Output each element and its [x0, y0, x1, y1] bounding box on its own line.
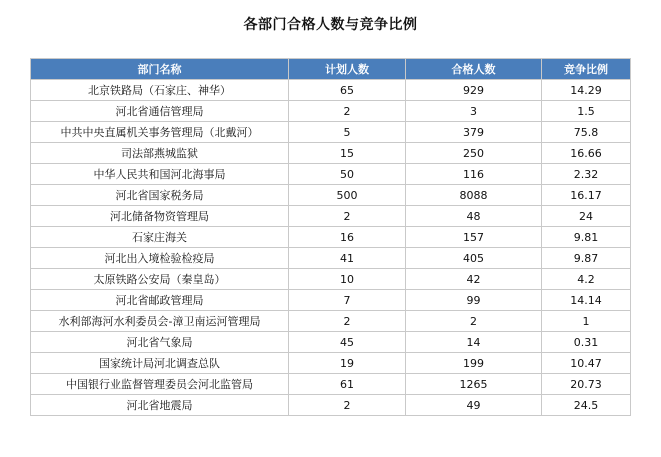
header-ratio: 竞争比例 — [542, 59, 631, 80]
cell-department: 国家统计局河北调查总队 — [31, 353, 289, 374]
header-qualified: 合格人数 — [406, 59, 542, 80]
cell-qualified: 14 — [406, 332, 542, 353]
cell-planned: 61 — [289, 374, 406, 395]
cell-planned: 10 — [289, 269, 406, 290]
cell-department: 河北省气象局 — [31, 332, 289, 353]
cell-ratio: 16.17 — [542, 185, 631, 206]
header-planned: 计划人数 — [289, 59, 406, 80]
table-row — [31, 206, 631, 227]
table-row — [31, 332, 631, 353]
cell-qualified: 116 — [406, 164, 542, 185]
cell-department: 中共中央直属机关事务管理局（北戴河） — [31, 122, 289, 143]
table-row — [31, 80, 631, 101]
cell-planned: 2 — [289, 311, 406, 332]
cell-planned: 50 — [289, 164, 406, 185]
cell-department: 河北省通信管理局 — [31, 101, 289, 122]
cell-qualified: 1265 — [406, 374, 542, 395]
table-row — [31, 164, 631, 185]
table-row — [31, 185, 631, 206]
cell-qualified: 199 — [406, 353, 542, 374]
table-row — [31, 269, 631, 290]
cell-ratio: 24 — [542, 206, 631, 227]
cell-department: 河北省地震局 — [31, 395, 289, 416]
table-row — [31, 395, 631, 416]
cell-department: 河北省国家税务局 — [31, 185, 289, 206]
table-row — [31, 311, 631, 332]
cell-ratio: 14.29 — [542, 80, 631, 101]
cell-planned: 19 — [289, 353, 406, 374]
cell-ratio: 2.32 — [542, 164, 631, 185]
table-row — [31, 290, 631, 311]
cell-department: 河北储备物资管理局 — [31, 206, 289, 227]
table-row — [31, 353, 631, 374]
cell-planned: 65 — [289, 80, 406, 101]
cell-ratio: 1 — [542, 311, 631, 332]
cell-ratio: 14.14 — [542, 290, 631, 311]
cell-ratio: 16.66 — [542, 143, 631, 164]
cell-qualified: 157 — [406, 227, 542, 248]
cell-planned: 15 — [289, 143, 406, 164]
cell-qualified: 379 — [406, 122, 542, 143]
cell-department: 河北省邮政管理局 — [31, 290, 289, 311]
cell-planned: 2 — [289, 101, 406, 122]
cell-qualified: 929 — [406, 80, 542, 101]
cell-qualified: 2 — [406, 311, 542, 332]
cell-ratio: 20.73 — [542, 374, 631, 395]
cell-ratio: 9.81 — [542, 227, 631, 248]
cell-qualified: 99 — [406, 290, 542, 311]
cell-department: 北京铁路局（石家庄、神华） — [31, 80, 289, 101]
cell-planned: 500 — [289, 185, 406, 206]
cell-qualified: 48 — [406, 206, 542, 227]
cell-ratio: 9.87 — [542, 248, 631, 269]
table-row — [31, 143, 631, 164]
cell-planned: 16 — [289, 227, 406, 248]
cell-qualified: 405 — [406, 248, 542, 269]
cell-qualified: 8088 — [406, 185, 542, 206]
cell-ratio: 4.2 — [542, 269, 631, 290]
cell-department: 水利部海河水利委员会-漳卫南运河管理局 — [31, 311, 289, 332]
cell-ratio: 10.47 — [542, 353, 631, 374]
table-body — [31, 80, 631, 416]
header-department: 部门名称 — [31, 59, 289, 80]
cell-planned: 41 — [289, 248, 406, 269]
cell-qualified: 3 — [406, 101, 542, 122]
cell-department: 太原铁路公安局（秦皇岛） — [31, 269, 289, 290]
table-row — [31, 101, 631, 122]
cell-ratio: 75.8 — [542, 122, 631, 143]
cell-qualified: 250 — [406, 143, 542, 164]
cell-ratio: 1.5 — [542, 101, 631, 122]
cell-planned: 2 — [289, 395, 406, 416]
cell-department: 中国银行业监督管理委员会河北监管局 — [31, 374, 289, 395]
table-row — [31, 122, 631, 143]
cell-department: 司法部燕城监狱 — [31, 143, 289, 164]
page-title: 各部门合格人数与竞争比例 — [243, 17, 418, 33]
cell-planned: 7 — [289, 290, 406, 311]
cell-department: 石家庄海关 — [31, 227, 289, 248]
cell-department: 河北出入境检验检疫局 — [31, 248, 289, 269]
cell-qualified: 42 — [406, 269, 542, 290]
cell-planned: 2 — [289, 206, 406, 227]
cell-planned: 45 — [289, 332, 406, 353]
table-header-row — [31, 59, 631, 80]
cell-qualified: 49 — [406, 395, 542, 416]
department-table — [30, 58, 631, 416]
cell-ratio: 24.5 — [542, 395, 631, 416]
cell-ratio: 0.31 — [542, 332, 631, 353]
table-row — [31, 248, 631, 269]
cell-department: 中华人民共和国河北海事局 — [31, 164, 289, 185]
table-row — [31, 374, 631, 395]
table-row — [31, 227, 631, 248]
cell-planned: 5 — [289, 122, 406, 143]
